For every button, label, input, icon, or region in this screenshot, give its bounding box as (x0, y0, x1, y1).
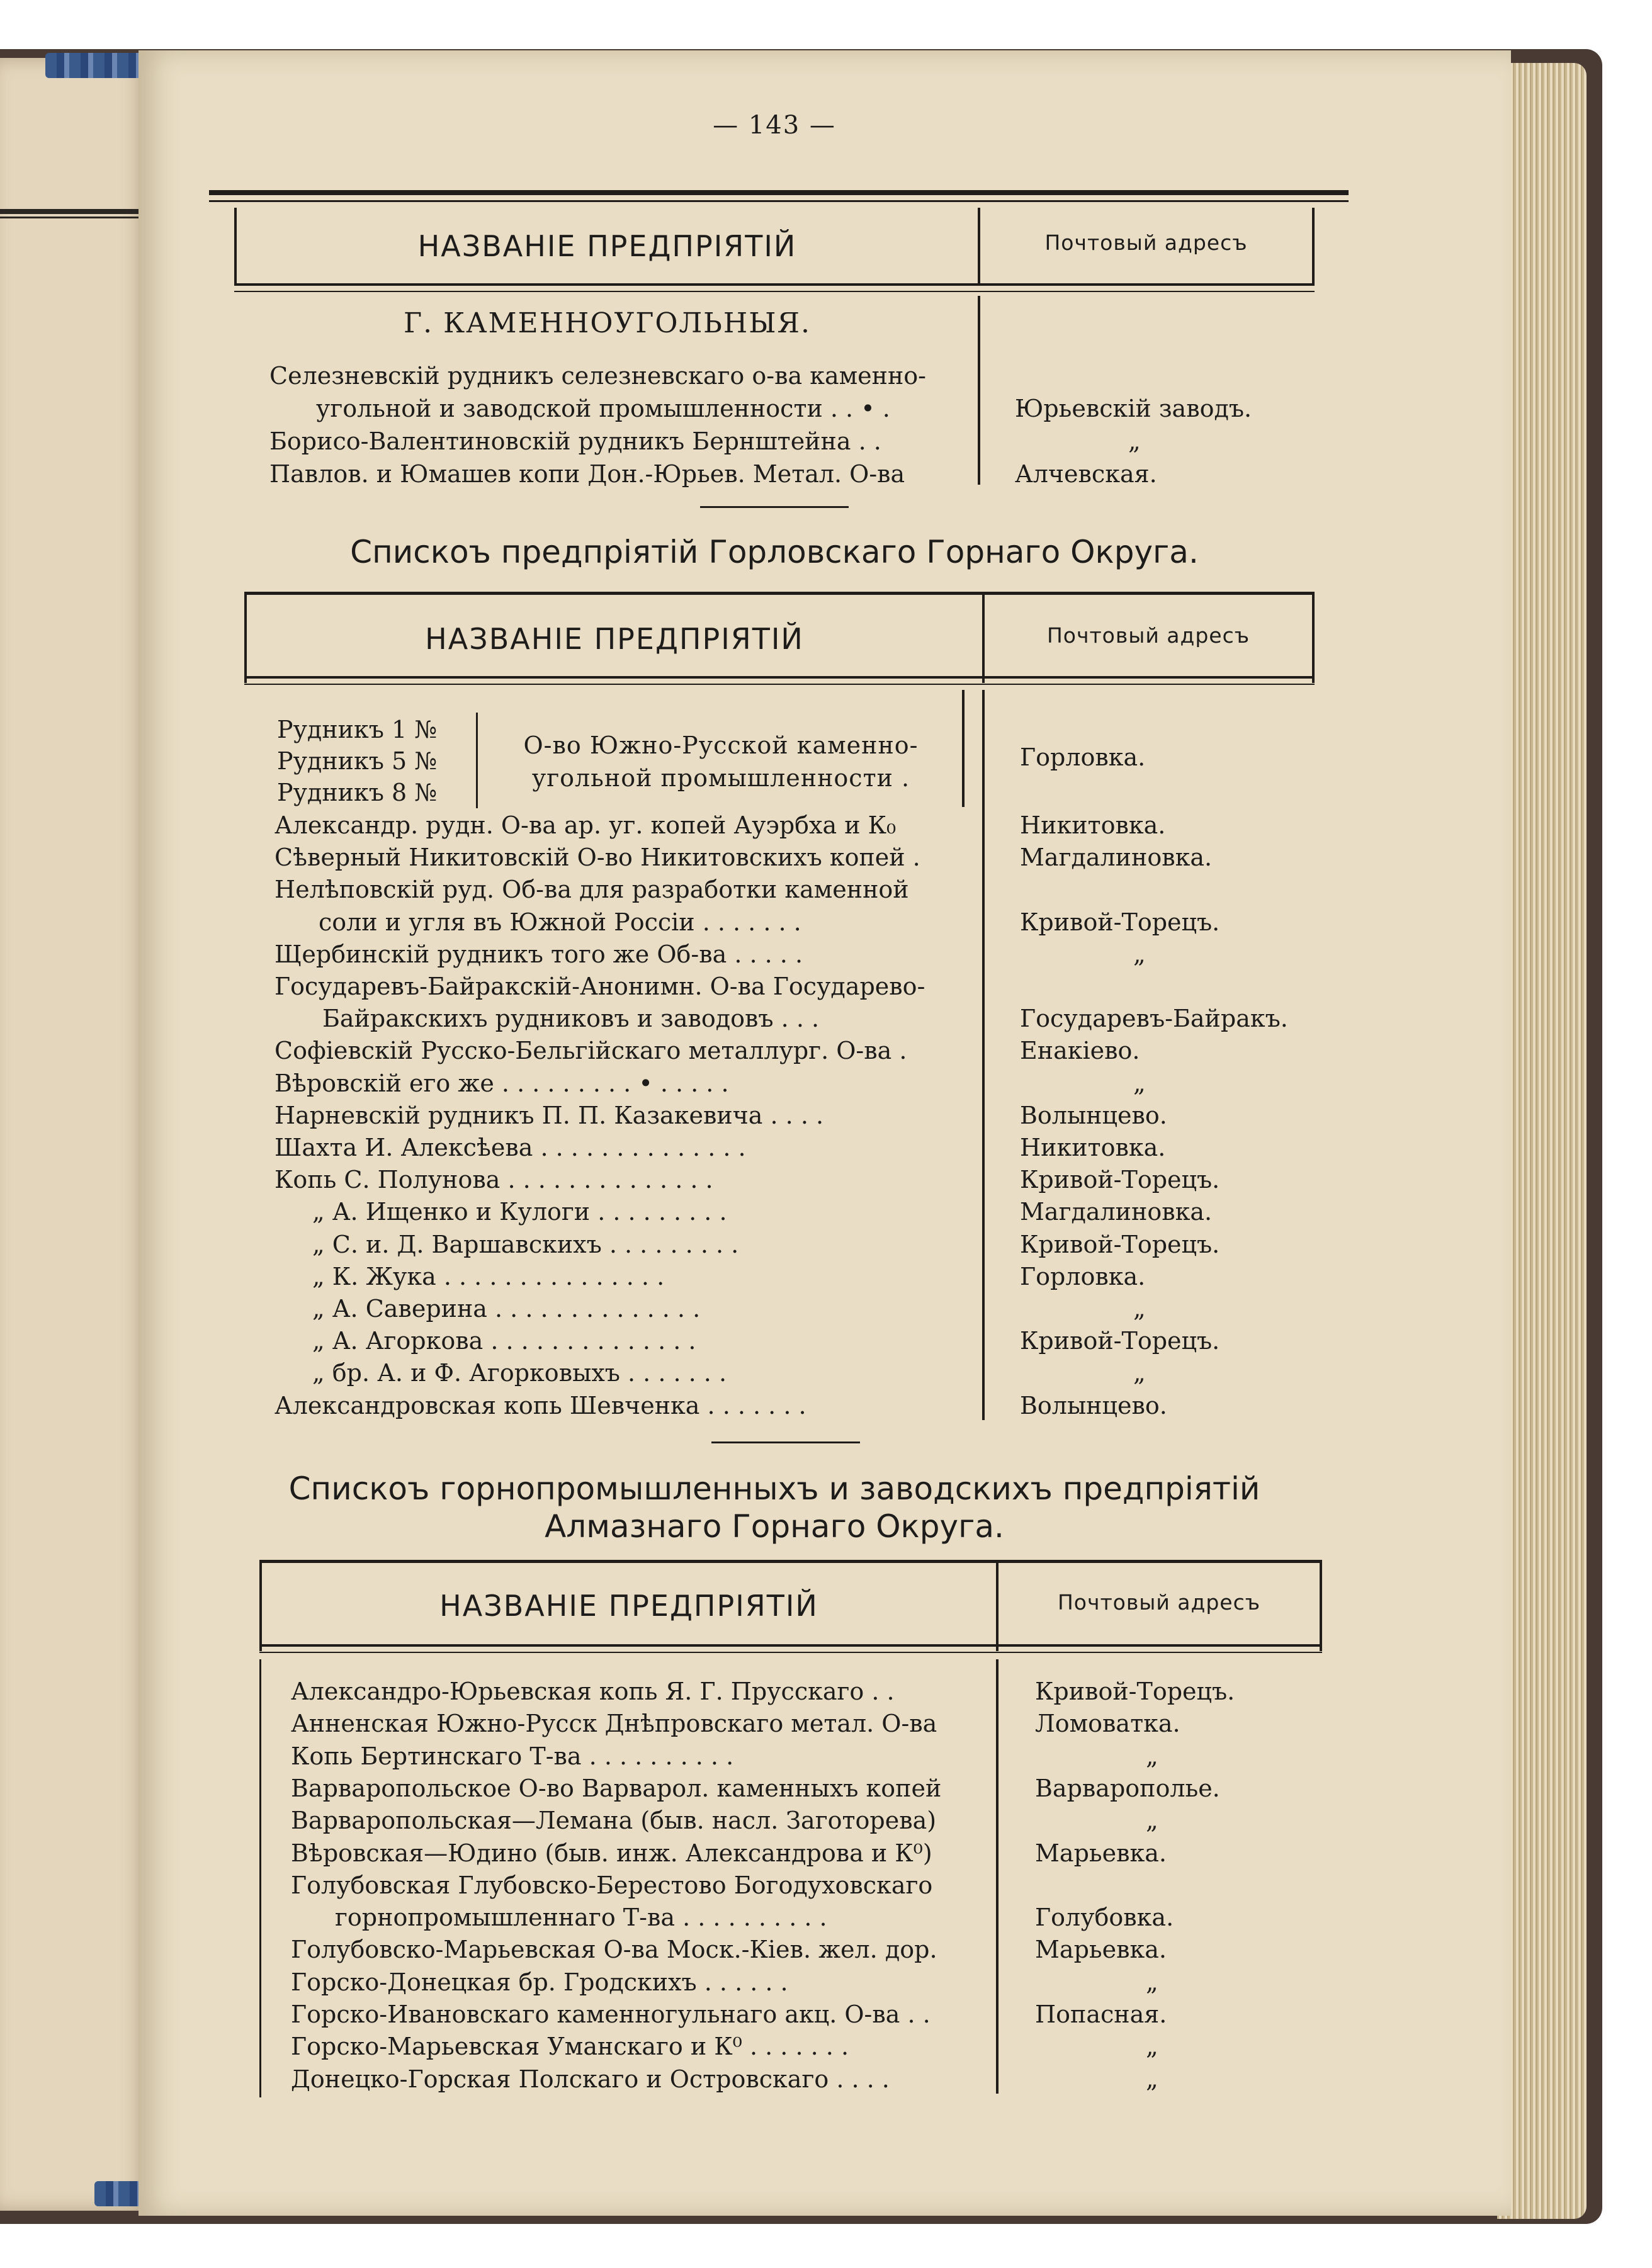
enterprise-name: Нарневскій рудникъ П. П. Казакевича . . . . (274, 1101, 824, 1129)
table-top-rule (244, 592, 1315, 595)
table-row (0, 393, 1652, 424)
top-rule (209, 190, 1349, 195)
postal-address: Ломоватка. (1035, 1710, 1180, 1738)
header-rule (259, 1644, 1322, 1647)
section2-title: Спискоъ предпріятій Горловскаго Горнаго Округа. (350, 534, 1199, 570)
table-row (0, 2063, 1652, 2095)
table-row (0, 1773, 1652, 1804)
table-row (0, 458, 1652, 490)
page-number: — 143 — (713, 111, 836, 140)
enterprise-name: „ бр. А. и Ф. Агорковыхъ . . . . . . . (312, 1359, 727, 1387)
enterprise-name: „ А. Агоркова . . . . . . . . . . . . . . (312, 1327, 696, 1355)
table-row (0, 1229, 1652, 1260)
postal-address: „ (1146, 2033, 1158, 2061)
enterprise-name: Вѣровская—Юдино (быв. инж. Александрова и К⁰) (291, 1839, 932, 1867)
enterprise-name: Анненская Южно-Русск Днѣпровскаго метал. О-ва (291, 1710, 937, 1738)
postal-address: Кривой-Торецъ. (1020, 1230, 1220, 1258)
enterprise-name: Копь С. Полунова . . . . . . . . . . . . . . (274, 1166, 713, 1194)
section-subtitle: Г. КАМЕННОУГОЛЬНЫЯ. (403, 307, 812, 339)
table-row (0, 1870, 1652, 1901)
enterprise-name: Донецко-Горская Полскаго и Островскаго . . . . (291, 2065, 890, 2093)
table-row (0, 1068, 1652, 1099)
table-row (0, 842, 1652, 873)
section-separator (700, 506, 849, 508)
table-row (0, 2031, 1652, 2062)
header-rule (259, 1652, 1322, 1653)
header-rule (234, 291, 1315, 292)
enterprise-name: Нелѣповскій руд. Об-ва для разработки каменной (274, 876, 909, 904)
postal-address: Горловка. (1020, 1262, 1146, 1290)
header-address-column: Почтовый адресъ (1057, 1590, 1261, 1615)
table-row (0, 1740, 1652, 1772)
group-name: Рудникъ 1 № (277, 716, 438, 743)
top-rule (209, 200, 1349, 202)
header-rule (244, 676, 1315, 679)
group-owner: О-во Южно-Русской каменно- (523, 731, 919, 759)
postal-address: „ (1146, 1742, 1158, 1770)
enterprise-name: Копь Бертинскаго Т-ва . . . . . . . . . . (291, 1742, 734, 1770)
enterprise-name: Голубовско-Марьевская О-ва Моск.-Кіев. жел. дор. (291, 1936, 937, 1964)
table-row (0, 1390, 1652, 1421)
enterprise-name: Павлов. и Юмашев копи Дон.-Юрьев. Метал. О-ва (269, 460, 905, 488)
enterprise-name: Александро-Юрьевская копь Я. Г. Прусскаго . . (291, 1678, 895, 1705)
table-row (0, 1003, 1652, 1034)
group-bracket (962, 690, 965, 807)
postal-address: „ (1133, 940, 1146, 968)
table-row (0, 1132, 1652, 1163)
postal-address: Марьевка. (1035, 1936, 1167, 1964)
group-bracket (476, 713, 478, 808)
table-border (1312, 595, 1315, 683)
enterprise-name: Александровская копь Шевченка . . . . . . . (274, 1391, 806, 1419)
table-row (0, 971, 1652, 1002)
enterprise-name: соли и угля въ Южной Россіи . . . . . . . (319, 908, 801, 936)
enterprise-name: Сѣверный Никитовскій О-во Никитовскихъ копей . (274, 843, 920, 872)
table-row (0, 810, 1652, 841)
postal-address: Никитовка. (1020, 1134, 1166, 1161)
table-row (0, 1100, 1652, 1131)
left-page-rule (0, 209, 149, 214)
postal-address: Енакіево. (1020, 1037, 1140, 1065)
enterprise-name: Горско-Донецкая бр. Гродскихъ . . . . . . (291, 1968, 788, 1996)
postal-address: Варваропольe. (1035, 1774, 1220, 1802)
postal-address: Юрьевскій заводъ. (1015, 395, 1252, 422)
table-row (0, 1035, 1652, 1066)
table-row (0, 1325, 1652, 1357)
postal-address: Магдалиновка. (1020, 843, 1213, 872)
enterprise-name: Голубовская Глубовско-Берестово Богодуховскаго (291, 1871, 933, 1899)
enterprise-name: Вѣровскій его же . . . . . . . . . • . . . . . (274, 1069, 729, 1097)
group-address: Горловка. (1020, 743, 1146, 771)
postal-address: „ (1146, 1968, 1158, 1996)
table-row (0, 1357, 1652, 1389)
postal-address: „ (1128, 427, 1141, 455)
group-name: Рудникъ 8 № (277, 779, 438, 806)
enterprise-name: Горско-Ивановскаго каменногульнаго акц. О-ва . . (291, 2000, 931, 2028)
group-name: Рудникъ 5 № (277, 747, 438, 775)
table-row (0, 1676, 1652, 1707)
enterprise-name: „ А. Саверина . . . . . . . . . . . . . . (312, 1295, 701, 1323)
table-row (0, 1934, 1652, 1965)
postal-address: Кривой-Торецъ. (1020, 908, 1220, 936)
enterprise-name: Государевъ-Байракскій-Анонимн. О-ва Государево- (274, 973, 925, 1000)
postal-address: Кривой-Торецъ. (1035, 1678, 1235, 1705)
table-row (0, 426, 1652, 457)
enterprise-name: Борисо-Валентиновскій рудникъ Бернштейна . . (269, 427, 881, 455)
table-border (1312, 208, 1315, 283)
postal-address: „ (1133, 1295, 1146, 1323)
header-rule (244, 684, 1315, 685)
enterprise-name: Александр. рудн. О-ва ар. уг. копей Ауэрбха и К₀ (274, 811, 897, 839)
section-separator (711, 1441, 860, 1443)
enterprise-name: угольной и заводской промышленности . . • . (316, 395, 890, 422)
postal-address: Кривой-Торецъ. (1020, 1327, 1220, 1355)
postal-address: Кривой-Торецъ. (1020, 1166, 1220, 1194)
enterprise-name: Горско-Марьевская Уманскаго и К⁰ . . . . . . . (291, 2033, 849, 2061)
postal-address: „ (1146, 2065, 1158, 2093)
postal-address: Волынцево. (1020, 1101, 1167, 1129)
table-row (0, 1196, 1652, 1227)
enterprise-name: „ А. Ищенко и Кулоги . . . . . . . . . (312, 1198, 727, 1226)
header-rule (234, 283, 1315, 286)
group-owner: угольной промышленности . (531, 764, 910, 792)
postal-address: „ (1146, 1807, 1158, 1835)
table-row (0, 1805, 1652, 1836)
table-row (0, 1164, 1652, 1195)
table-row (0, 874, 1652, 905)
table-row (0, 1261, 1652, 1292)
enterprise-name: Варваропольская—Лемана (быв. насл. Заготорева) (291, 1807, 937, 1835)
table-row (0, 1999, 1652, 2030)
table-row (0, 939, 1652, 970)
enterprise-name: Байракскихъ рудниковъ и заводовъ . . . (322, 1005, 820, 1033)
postal-address: Алчевская. (1015, 460, 1157, 488)
enterprise-name: Варваропольское О-во Варварол. каменныхъ копей (291, 1774, 942, 1802)
postal-address: Марьевка. (1035, 1839, 1167, 1867)
header-name-column: НАЗВАНІЕ ПРЕДПРІЯТІЙ (417, 229, 797, 263)
left-page-rule (0, 217, 149, 218)
table-row (0, 1293, 1652, 1324)
header-address-column: Почтовый адресъ (1044, 230, 1248, 255)
table-row (0, 360, 1652, 392)
postal-address: „ (1133, 1069, 1146, 1097)
header-address-column: Почтовый адресъ (1046, 623, 1250, 648)
postal-address: Попасная. (1035, 2000, 1167, 2028)
enterprise-name: Софіевскій Русско-Бельгійскаго металлург. О-ва . (274, 1037, 907, 1065)
table-row (0, 1708, 1652, 1739)
enterprise-name: „ К. Жука . . . . . . . . . . . . . . . (312, 1262, 665, 1290)
table-top-rule (259, 1560, 1322, 1563)
enterprise-name: „ С. и. Д. Варшавскихъ . . . . . . . . . (312, 1230, 739, 1258)
postal-address: Магдалиновка. (1020, 1198, 1213, 1226)
section3-title-line2: Алмазнаго Горнаго Округа. (545, 1508, 1004, 1545)
postal-address: „ (1133, 1359, 1146, 1387)
table-row (0, 1902, 1652, 1933)
postal-address: Голубовка. (1035, 1904, 1174, 1932)
enterprise-name: горнопромышленнаго Т-ва . . . . . . . . . . (335, 1904, 827, 1932)
table-row (0, 906, 1652, 938)
table-row (0, 1837, 1652, 1869)
header-name-column: НАЗВАНІЕ ПРЕДПРІЯТІЙ (425, 622, 804, 656)
postal-address: Волынцево. (1020, 1391, 1167, 1419)
postal-address: Никитовка. (1020, 811, 1166, 839)
section3-title-line1: Спискоъ горнопромышленныхъ и заводскихъ предпріятій (288, 1470, 1260, 1507)
table-row (0, 1966, 1652, 1998)
header-name-column: НАЗВАНІЕ ПРЕДПРІЯТІЙ (439, 1589, 818, 1623)
table-border (1320, 1563, 1322, 1651)
enterprise-name: Шахта И. Алексѣева . . . . . . . . . . . . . . (274, 1134, 746, 1161)
enterprise-name: Щербинскій рудникъ того же Об-ва . . . . . (274, 940, 803, 968)
enterprise-name: Селезневскій рудникъ селезневскаго о-ва каменно- (269, 362, 927, 390)
postal-address: Государевъ-Байракъ. (1020, 1005, 1288, 1033)
